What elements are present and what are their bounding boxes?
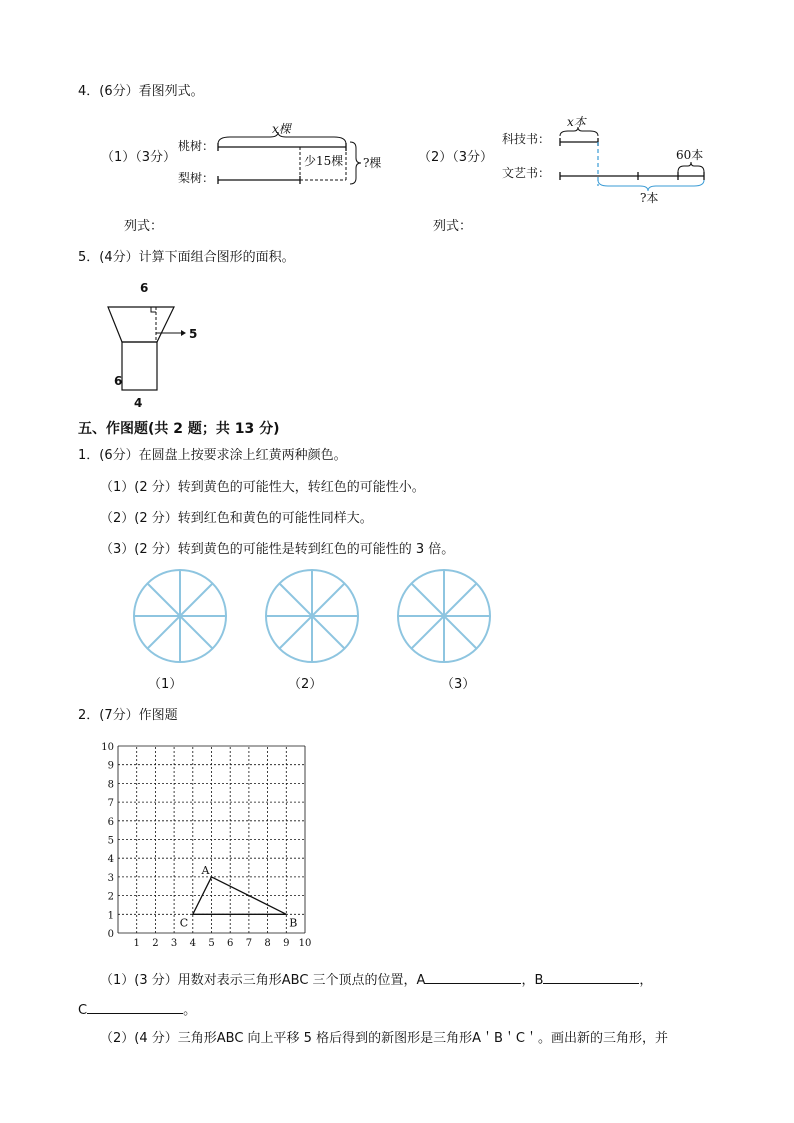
y-tick-label: 0 — [107, 929, 114, 940]
formula-2-label: 列式： — [433, 219, 473, 234]
book-line-diagram — [552, 124, 712, 198]
dim-rect-side: 6 — [114, 374, 123, 388]
x-tick-label: 5 — [208, 938, 215, 949]
spinner-disc-3[interactable] — [394, 566, 494, 670]
less-15-label: 少15棵 — [304, 154, 344, 168]
y-tick-label: 6 — [107, 816, 114, 828]
y-tick-label: 9 — [107, 760, 114, 772]
sub1-text-d: C — [78, 1003, 88, 1018]
dim-top: 6 — [140, 281, 149, 295]
question-books-label: ?本 — [640, 191, 659, 205]
question-trees-label: ?棵 — [363, 156, 382, 170]
y-tick-label: 8 — [107, 779, 114, 791]
s5-q1-item-3: （3）(2 分）转到黄色的可能性是转到红色的可能性的 3 倍。 — [100, 542, 455, 557]
y-tick-label: 10 — [101, 742, 114, 753]
q4-part1-label: （1）（3分） — [101, 150, 177, 165]
dim-height: 5 — [189, 327, 198, 341]
s5-q1-item-2: （2）(2 分）转到红色和黄色的可能性同样大。 — [100, 511, 373, 526]
disc-label-1: （1） — [148, 677, 183, 692]
tree-line-diagram — [210, 130, 380, 194]
answer-blank-b[interactable] — [543, 970, 639, 984]
sub1-text-b: ，B — [521, 973, 544, 988]
spinner-disc-2[interactable] — [262, 566, 362, 670]
x-tick-label: 4 — [189, 938, 196, 949]
x-tick-label: 7 — [245, 938, 253, 949]
y-tick-label: 2 — [107, 891, 114, 903]
s5-q2-sub2: （2）(4 分）三角形ABC 向上平移 5 格后得到的新图形是三角形A＇B＇C＇。画出新的三角形，并 — [100, 1031, 668, 1046]
q4-part2-label: （2）（3分） — [418, 150, 494, 165]
y-tick-label: 5 — [107, 835, 114, 847]
x-books-label: x本 — [567, 115, 586, 129]
x-tick-label: 10 — [298, 938, 312, 949]
x-tick-label: 6 — [227, 938, 234, 949]
answer-blank-a[interactable] — [425, 970, 521, 984]
vertex-a-label: A — [201, 863, 210, 877]
s5-q2-heading: 2．(7分）作图题 — [78, 708, 178, 723]
s5-q2-sub1-line2 — [78, 1000, 196, 1019]
sub1-text-a: （1）(3 分）用数对表示三角形ABC 三个顶点的位置，A — [100, 973, 426, 988]
coordinate-grid — [90, 738, 320, 957]
x-tick-label: 1 — [133, 938, 140, 949]
q5-heading: 5．(4分）计算下面组合图形的面积。 — [78, 250, 295, 265]
y-tick-label: 3 — [107, 872, 114, 884]
s5-q1-item-1: （1）(2 分）转到黄色的可能性大，转红色的可能性小。 — [100, 480, 425, 495]
sub1-text-e: 。 — [183, 1003, 197, 1018]
section-5-title: 五、作图题(共 2 题；共 13 分) — [78, 421, 280, 437]
y-tick-label: 1 — [107, 910, 114, 922]
formula-1-label: 列式： — [124, 219, 164, 234]
y-tick-label: 4 — [107, 854, 114, 866]
x-tick-label: 3 — [170, 938, 178, 949]
peach-tree-label: 桃树： — [178, 139, 215, 153]
x-trees-label: x棵 — [272, 122, 291, 136]
s5-q1-heading: 1．(6分）在圆盘上按要求涂上红黄两种颜色。 — [78, 448, 347, 463]
art-books-label: 文艺书： — [502, 166, 551, 180]
disc-label-3: （3） — [441, 677, 476, 692]
q4-heading: 4．(6分）看图列式。 — [78, 84, 204, 99]
sub1-text-c: ， — [639, 973, 653, 988]
x-tick-label: 8 — [264, 938, 271, 949]
x-tick-label: 9 — [283, 938, 290, 949]
sixty-books-label: 60本 — [676, 148, 704, 162]
spinner-disc-1[interactable] — [130, 566, 230, 670]
s5-q2-sub1 — [100, 970, 652, 989]
disc-label-2: （2） — [288, 677, 323, 692]
composite-shape-figure — [100, 298, 200, 402]
vertex-c-label: C — [179, 916, 189, 930]
dim-rect-bottom: 4 — [134, 396, 143, 410]
y-tick-label: 7 — [107, 798, 114, 810]
answer-blank-c[interactable] — [87, 1000, 183, 1014]
x-tick-label: 2 — [152, 938, 159, 949]
pear-tree-label: 梨树： — [178, 171, 215, 185]
science-books-label: 科技书： — [502, 132, 551, 146]
vertex-b-label: B — [289, 916, 298, 930]
